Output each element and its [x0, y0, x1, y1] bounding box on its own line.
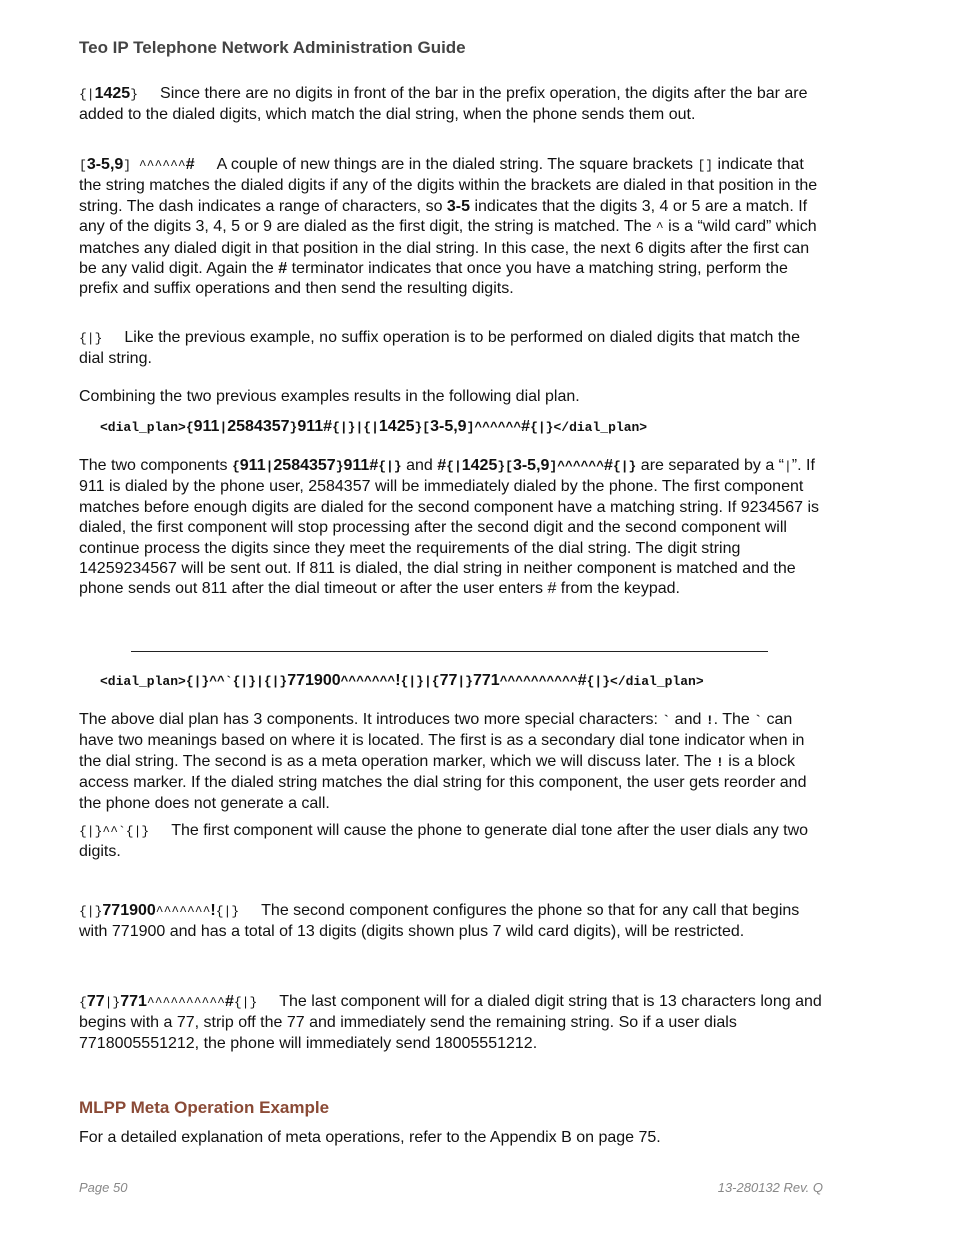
paragraph-two-components: The two components {911|2584357}911#{|} and #{|1425}[3-5,9]^^^^^^#{|} are separated by a “|”. If 911 is dialed by the phone user, 2584357 will be immediately dialed by the phone. The first component matches before enough digits are dialed for the second component have a matching string. If 9234567 is dialed, the first component will stop processing after the second digit and the second component will continue process the digits since they meet the requirements of the dial string. The digit string 14259234567 will be sent out. If 811 is dialed, the dial string in neither component is matched and the phone sends out 811 after the dial timeout or after the user enters # from the keypad.: [79, 457, 820, 598]
code-line-dial-plan-2: <dial_plan>{|}^^`{|}|{|}771900^^^^^^^!{|}|{77|}771^^^^^^^^^^#{|}</dial_plan>: [100, 672, 704, 689]
code-snippet: {|1425}: [79, 85, 139, 102]
section-heading: MLPP Meta Operation Example: [79, 1098, 330, 1117]
code-snippet: {|}^^`{|}: [79, 824, 150, 839]
paragraph-three-components: The above dial plan has 3 components. It introduces two more special characters: ` and !. The ` can have two meanings based on where it is located. The first is as a secondary dial tone indicator when in the dial string. The second is as a meta operation marker, which we will discuss later. The ! is a block access marker. If the dialed string matches the dial string for this component, the user gets reorder and the phone does not generate a call.: [79, 711, 807, 812]
paragraph-prefix-example: {|1425} Since there are no digits in front of the bar in the prefix operation, the digits after the bar are added to the dialed digits, which match the dial string, when the phone sends them out.: [79, 85, 808, 124]
code-snippet: {|}: [79, 331, 103, 346]
horizontal-divider: [131, 651, 768, 652]
paragraph-last-component: {77|}771^^^^^^^^^^#{|} The last component will for a dialed digit string that is 13 characters long and begins with a 77, strip off the 77 and immediately send the remaining string. So if a user dials 7718005551212, the phone will immediately send 18005551212.: [79, 993, 822, 1052]
paragraph-second-component: {|}771900^^^^^^^!{|} The second component configures the phone so that for any call that begins with 771900 and has a total of 13 digits (digits shown plus 7 wild card digits), will be restricted.: [79, 902, 800, 941]
footer-page-number: Page 50: [79, 1180, 128, 1195]
paragraph-bracket-example: [3-5,9] ^^^^^^# A couple of new things are in the dialed string. The square brackets [] indicate that the string matches the dialed digits if any of the digits within the brackets are dialed in that position in the string. The dash indicates a range of characters, so 3-5 indicates that the digits 3, 4 or 5 are a match. If any of the digits 3, 4, 5 or 9 are dialed as the first digit, the string is matched. The ^ is a “wild card” which matches any dialed digit in that position in the dial string. In this case, the next 6 digits after the first can be any valid digit. Again the # terminator indicates that once you have a matching string, perform the prefix and suffix operations and then send the resulting digits.: [79, 156, 818, 298]
code-line-dial-plan-1: <dial_plan>{911|2584357}911#{|}|{|1425}[3-5,9]^^^^^^#{|}</dial_plan>: [100, 418, 648, 435]
paragraph-combining: Combining the two previous examples results in the following dial plan.: [79, 388, 580, 405]
paragraph-meta-reference: For a detailed explanation of meta operations, refer to the Appendix B on page 75.: [79, 1129, 661, 1146]
code-snippet: [3-5,9] ^^^^^^#: [79, 156, 195, 173]
paragraph-first-component: {|}^^`{|} The first component will cause the phone to generate dial tone after the user dials any two digits.: [79, 822, 809, 861]
code-snippet: {77|}771^^^^^^^^^^#{|}: [79, 993, 258, 1010]
code-snippet: #{|1425}[3-5,9]^^^^^^#{|}: [437, 457, 637, 474]
code-snippet: {911|2584357}911#{|}: [231, 457, 402, 474]
code-snippet: {|}771900^^^^^^^!{|}: [79, 902, 240, 919]
footer-document-number: 13-280132 Rev. Q: [717, 1180, 823, 1195]
paragraph-suffix-example: {|} Like the previous example, no suffix operation is to be performed on dialed digits that match the dial string.: [79, 329, 801, 368]
running-header: Teo IP Telephone Network Administration Guide: [79, 38, 466, 57]
